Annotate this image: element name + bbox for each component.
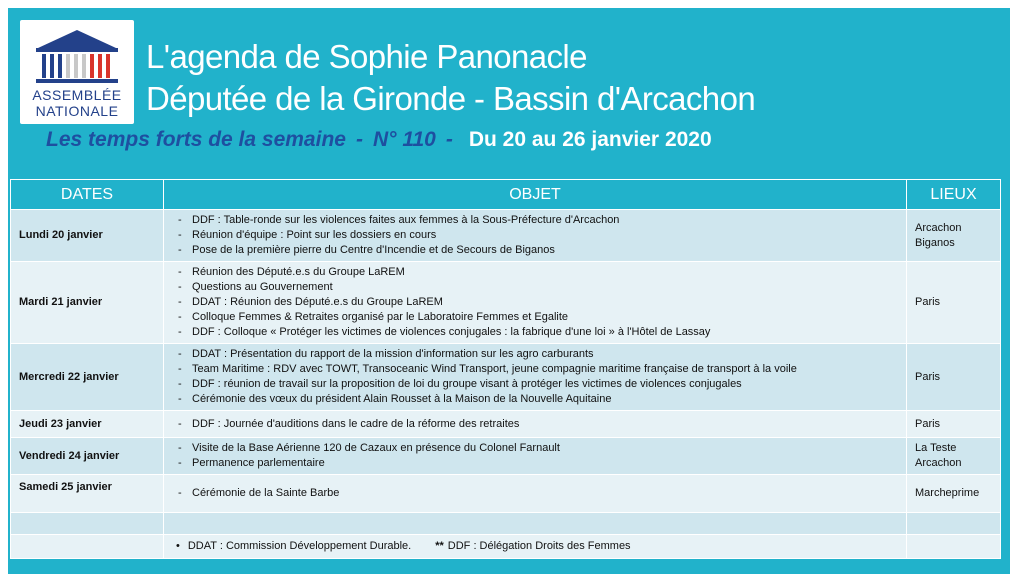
row-objet xyxy=(164,475,907,513)
table-row xyxy=(11,411,1001,438)
lieu: Arcachon xyxy=(915,221,962,234)
list-item: - Pose de la première pierre du Centre d'Incendie et de Secours de Biganos xyxy=(178,243,900,258)
list-item: - DDAT : Réunion des Député.e.s du Groupe LaREM xyxy=(178,295,900,310)
list-item: - DDF : Table-ronde sur les violences faites aux femmes à la Sous-Préfecture d'Arcachon xyxy=(178,213,900,228)
list-item: - Questions au Gouvernement xyxy=(178,280,900,295)
list-item: - Cérémonie des vœux du président Alain Rousset à la Maison de la Nouvelle Aquitaine xyxy=(178,392,900,407)
separator: - xyxy=(445,128,453,151)
table-row-empty xyxy=(11,513,1001,535)
hemicycle-icon xyxy=(30,26,124,86)
row-lieux xyxy=(907,344,1001,411)
empty-cell xyxy=(11,513,164,535)
logo-line2: NATIONALE xyxy=(35,103,119,119)
row-lieux xyxy=(907,438,1001,475)
list-item: - Réunion d'équipe : Point sur les dossiers en cours xyxy=(178,228,900,243)
logo-line1: ASSEMBLÉE xyxy=(32,87,122,103)
table-footer-row xyxy=(11,535,1001,559)
legend-ddat: • DDAT : Commission Développement Durable. xyxy=(176,540,411,552)
list-item: - Visite de la Base Aérienne 120 de Cazaux en présence du Colonel Farnault xyxy=(178,441,900,456)
list-item: - Permanence parlementaire xyxy=(178,456,900,471)
column-header-dates: DATES xyxy=(11,180,164,210)
list-item: - Cérémonie de la Sainte Barbe xyxy=(178,486,900,501)
lieu: Paris xyxy=(915,296,941,308)
list-item: - DDF : réunion de travail sur la proposition de loi du groupe visant à protéger les victimes de violences conjugales xyxy=(178,377,900,392)
assemblee-nationale-logo xyxy=(20,20,134,124)
issue-number: N° 110 xyxy=(372,128,436,151)
column-header-objet: OBJET xyxy=(164,180,907,210)
row-objet xyxy=(164,210,907,262)
table-header-row xyxy=(11,180,1001,210)
date-range: Du 20 au 26 janvier 2020 xyxy=(468,128,712,151)
lieu: La Teste xyxy=(915,442,957,454)
separator: - xyxy=(355,128,363,151)
row-lieux xyxy=(907,210,1001,262)
row-date: Mercredi 22 janvier xyxy=(11,344,164,411)
row-date: Jeudi 23 janvier xyxy=(11,411,164,438)
empty-cell xyxy=(11,535,164,559)
list-item: - Colloque Femmes & Retraites organisé par le Laboratoire Femmes et Egalite xyxy=(178,310,900,325)
lieu: Arcachon xyxy=(915,457,962,469)
row-lieux xyxy=(907,411,1001,438)
row-date: Mardi 21 janvier xyxy=(11,262,164,344)
lieu: Paris xyxy=(915,370,941,383)
empty-cell xyxy=(907,535,1001,559)
empty-cell xyxy=(907,513,1001,535)
agenda-table xyxy=(10,179,1001,559)
row-date: Samedi 25 janvier xyxy=(11,475,164,513)
table-row xyxy=(11,438,1001,475)
lieu: Marcheprime xyxy=(915,487,980,499)
row-date: Vendredi 24 janvier xyxy=(11,438,164,475)
row-objet xyxy=(164,344,907,411)
row-objet xyxy=(164,438,907,475)
highlights-label: Les temps forts de la semaine xyxy=(46,128,346,151)
row-lieux xyxy=(907,262,1001,344)
lieu: Biganos xyxy=(915,236,955,249)
empty-cell xyxy=(164,513,907,535)
table-row xyxy=(11,475,1001,513)
legend-stars: ** xyxy=(435,540,444,552)
table-row xyxy=(11,262,1001,344)
legend-ddf: DDF : Délégation Droits des Femmes xyxy=(447,540,631,552)
list-item: - DDAT : Présentation du rapport de la mission d'information sur les agro carburants xyxy=(178,347,900,362)
row-objet xyxy=(164,411,907,438)
page-subtitle: Députée de la Gironde - Bassin d'Arcachon xyxy=(146,80,756,117)
page-title: L'agenda de Sophie Panonacle xyxy=(146,38,587,75)
agenda-slide xyxy=(8,8,1010,574)
lieu: Paris xyxy=(915,417,941,430)
footer-legend xyxy=(164,535,907,559)
list-item: - DDF : Journée d'auditions dans le cadre de la réforme des retraites xyxy=(178,417,900,432)
list-item: - Team Maritime : RDV avec TOWT, Transoceanic Wind Transport, jeune compagnie maritime française de transport à la voile xyxy=(178,362,900,377)
week-highlights-banner xyxy=(46,128,712,152)
row-date: Lundi 20 janvier xyxy=(11,210,164,262)
row-objet xyxy=(164,262,907,344)
list-item: - Réunion des Député.e.s du Groupe LaREM xyxy=(178,265,900,280)
list-item: - DDF : Colloque « Protéger les victimes de violences conjugales : la fabrique d'une loi » à l'Hôtel de Lassay xyxy=(178,325,900,340)
column-header-lieux: LIEUX xyxy=(907,180,1001,210)
table-row xyxy=(11,344,1001,411)
table-row xyxy=(11,210,1001,262)
row-lieux xyxy=(907,475,1001,513)
